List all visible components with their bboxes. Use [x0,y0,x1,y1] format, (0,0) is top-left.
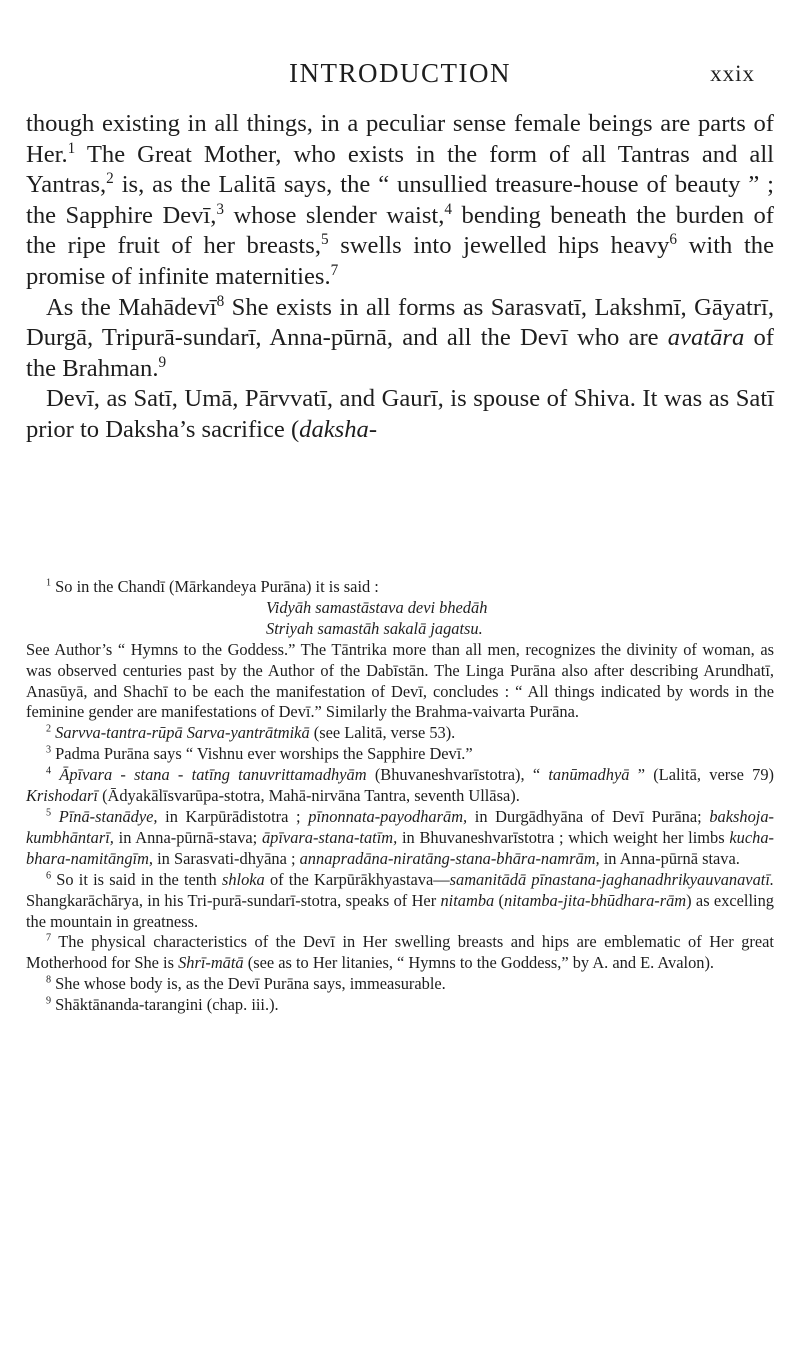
italic-term: bakshoja-kumbhāntarī, [26,806,774,847]
text-run: Shāktānanda-tarangini (chap. iii.). [51,995,279,1015]
text-run: ) as excelling the mountain in greatness. [26,890,774,931]
italic-term: Pīnā-stanādye, [51,806,158,826]
text-run: (see Lalitā, verse 53). [309,723,456,743]
italic-term: Sarvva-tantra-rūpā Sarva-yantrātmikā [51,723,310,743]
footnote-ref-4: 4 [444,200,453,218]
footnote-4 [26,765,774,807]
text-run: bending beneath the burden of the ripe fruit of her breasts, [26,201,774,260]
footnote-ref-2: 2 [106,170,114,187]
text-run: in Karpūrādistotra ; [157,806,309,826]
footnote-ref-6: 6 [669,231,678,249]
footnote-ref-9: 9 [158,353,167,371]
footnote-9 [26,995,774,1016]
text-run: (Ādyakālīsvarūpa-stotra, Mahā-nirvāna Tantra, seventh Ullāsa). [97,786,520,806]
text-run: The Great Mother, who exists in the form of all Tantras and all Yantras, [26,140,774,199]
text-run: of the Karpūrākhyastava— [264,869,450,889]
text-run: of the Brahman. [26,324,774,382]
italic-term: samanitādā pīnastana-jaghanadhrikyauvanavatī. [449,869,774,889]
footnote-number: 9 [46,995,52,1007]
text-run: in Durgādhyāna of Devī Purāna; [467,806,710,826]
italic-term: nitamba [440,890,495,910]
footnote-1-continuation: See Author’s “ Hymns to the Goddess.” The Tāntrika more than all men, recognizes the divinity of woman, as was observed centuries past by the Author of the Dabīstān. The Linga Purāna also after describing Arundhatī, Anasūyā, and Shachī to be each the manifestation of Devī, concludes : “ All things indicated by words in the feminine gender are manifestations of Devī.” Similarly the Brahma-vaivarta Purāna. [26,639,774,722]
italic-term: shloka [221,869,265,889]
main-text [26,109,774,446]
text-run: ” (Lalitā, verse 79) [629,765,774,785]
footnote-ref-8: 8 [216,292,225,310]
text-run: (see as to Her litanies, “ Hymns to the Goddess,” by A. and E. Avalon). [243,953,715,973]
page-header [0,58,800,92]
running-head: INTRODUCTION [289,58,511,88]
footnote-number: 1 [46,577,52,589]
text-run: whose slender waist, [224,201,445,229]
footnote-number: 6 [46,870,52,882]
text-run: is, as the Lalitā says, the “ unsullied treasure-house of beauty ” ; the Sapphire Devī, [26,171,774,229]
italic-term: Āpīvara - stana - tatīng tanuvrittamadhyām [51,765,367,785]
text-run: She whose body is, as the Devī Purāna says, immeasurable. [51,974,446,994]
text-run: in Bhuvaneshvarīstotra ; which weight her limbs [397,827,730,847]
footnote-3 [26,744,774,765]
footnote-number: 7 [46,932,52,944]
footnote-7 [26,932,774,974]
footnote-ref-1: 1 [67,139,76,157]
footnote-number: 3 [46,744,52,756]
italic-term: Shrī-mātā [178,953,244,973]
footnote-1 [26,577,774,598]
text-run: (Bhuvaneshvarīstotra), “ [366,765,549,785]
footnote-number: 2 [46,723,52,735]
italic-term: pīnonnata-payodharām, [308,806,468,826]
footnote-2 [26,723,774,744]
footnote-number: 4 [46,765,52,777]
footnote-number: 5 [46,807,52,819]
footnote-number: 8 [46,974,52,986]
italic-term: kucha-bhara-namitāngīm, [26,827,774,868]
verse-line-2: Striyah samastāh sakalā jagatsu. [266,618,483,638]
italic-term: nitamba-jita-bhūdhara-rām [504,890,687,910]
footnote-8 [26,974,774,995]
text-run: The physical characteristics of the Devī in Her swelling breasts and hips are emblematic of Her great Motherhood for She is [26,932,774,973]
italic-term: tanūmadhyā [548,765,630,785]
text-run: Chandī [117,577,165,596]
italic-term: annapradāna-niratāng-stana-bhāra-namrām, [299,848,600,868]
italic-term: Krishodarī [26,786,98,806]
italic-term: āpīvara-stana-tatīm, [261,827,398,847]
text-run: in Anna-pūrnā-stava; [113,827,262,847]
page-number: xxix [710,61,755,86]
italic-term: daksha- [299,415,378,443]
text-run: So in the [51,577,118,596]
text-run: with the promise of infinite maternities. [26,232,775,290]
text-run: (Mārkandeya Purāna) it is said : [164,577,379,596]
text-run: in Anna-pūrnā stava. [599,848,740,868]
text-run: Padma Purāna says “ Vishnu ever worships the Sapphire Devī.” [51,744,473,764]
footnote-ref-5: 5 [320,231,329,249]
text-run: As the Mahādevī [46,293,217,321]
footnotes [26,577,774,1016]
italic-term: avatāra [667,324,745,352]
text-run: So it is said in the tenth [51,869,222,889]
text-run: Shangkarāchārya, in his Tri-purā-sundarī-stotra, speaks of Her [26,890,441,910]
verse-line-1: Vidyāh samastāstava devi bhedāh [266,597,488,617]
text-run: though existing in all things, in a peculiar sense female beings are parts of Her. [26,110,774,168]
footnote-5 [26,807,774,870]
footnote-ref-3: 3 [216,200,225,218]
text-run: in Sarasvati-dhyāna ; [153,848,300,868]
paragraph-1 [26,109,774,293]
paragraph-3 [26,384,774,445]
text-run: She exists in all forms as Sarasvatī, Lakshmī, Gāyatrī, Durgā, Tripurā-sundarī, Anna-pūrnā, and all the Devī who are [26,293,775,352]
text-run: swells into jewelled hips heavy [328,232,670,260]
text-run: Devī, as Satī, Umā, Pārvvatī, and Gaurī, is spouse of Shiva. It was as Satī prior to Daksha’s sacrifice ( [26,385,774,443]
paragraph-2 [26,293,774,385]
text-run: ( [494,890,505,910]
footnote-ref-7: 7 [330,261,339,279]
footnote-6 [26,870,774,933]
